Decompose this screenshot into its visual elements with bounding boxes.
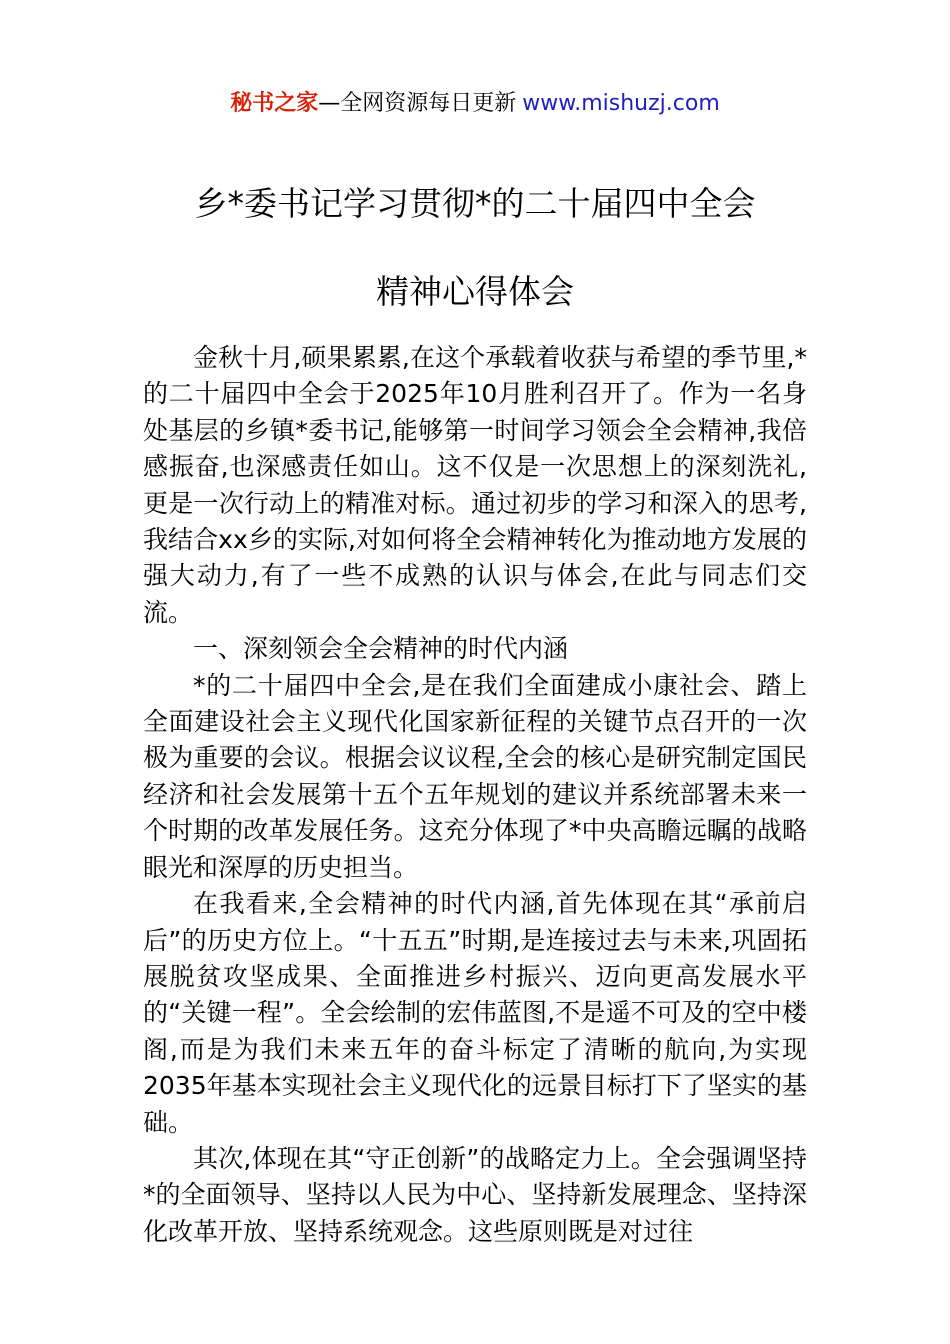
site-tagline: —全网资源每日更新 bbox=[318, 91, 517, 116]
body-paragraph: 金秋十月,硕果累累,在这个承载着收获与希望的季节里,*的二十届四中全会于2025年10月胜利召开了。作为一名身处基层的乡镇*委书记,能够第一时间学习领会全会精神,我倍感振奋,也深感责任如山。这不仅是一次思想上的深刻洗礼,更是一次行动上的精准对标。通过初步的学习和深入的思考,我结合xx乡的实际,对如何将全会精神转化为推动地方发展的强大动力,有了一些不成熟的认识与体会,在此与同志们交流。 bbox=[143, 343, 807, 627]
document-title-line-1: 乡*委书记学习贯彻*的二十届四中全会 bbox=[194, 184, 756, 223]
site-url-link[interactable]: www.mishuzj.com bbox=[522, 91, 720, 116]
body-paragraph: 其次,体现在其“守正创新”的战略定力上。全会强调坚持*的全面领导、坚持以人民为中心、坚持新发展理念、坚持深化改革开放、坚持系统观念。这些原则既是对过往 bbox=[143, 1143, 807, 1246]
site-brand[interactable]: 秘书之家 bbox=[230, 91, 319, 116]
section-heading: 一、深刻领会全会精神的时代内涵 bbox=[193, 634, 569, 664]
document-title bbox=[60, 160, 890, 336]
site-header bbox=[0, 88, 950, 120]
body-paragraph: 在我看来,全会精神的时代内涵,首先体现在其“承前启后”的历史方位上。“十五五”时期,是连接过去与未来,巩固拓展脱贫攻坚成果、全面推进乡村振兴、迈向更高发展水平的“关键一程”。全会绘制的宏伟蓝图,不是遥不可及的空中楼阁,而是为我们未来五年的奋斗标定了清晰的航向,为实现2035年基本实现社会主义现代化的远景目标打下了坚实的基础。 bbox=[143, 889, 807, 1137]
document-title-line-2: 精神心得体会 bbox=[376, 272, 574, 311]
document-body bbox=[143, 340, 807, 1250]
body-paragraph: *的二十届四中全会,是在我们全面建成小康社会、踏上全面建设社会主义现代化国家新征程的关键节点召开的一次极为重要的会议。根据会议议程,全会的核心是研究制定国民经济和社会发展第十五个五年规划的建议并系统部署未来一个时期的改革发展任务。这充分体现了*中央高瞻远瞩的战略眼光和深厚的历史担当。 bbox=[143, 670, 807, 882]
